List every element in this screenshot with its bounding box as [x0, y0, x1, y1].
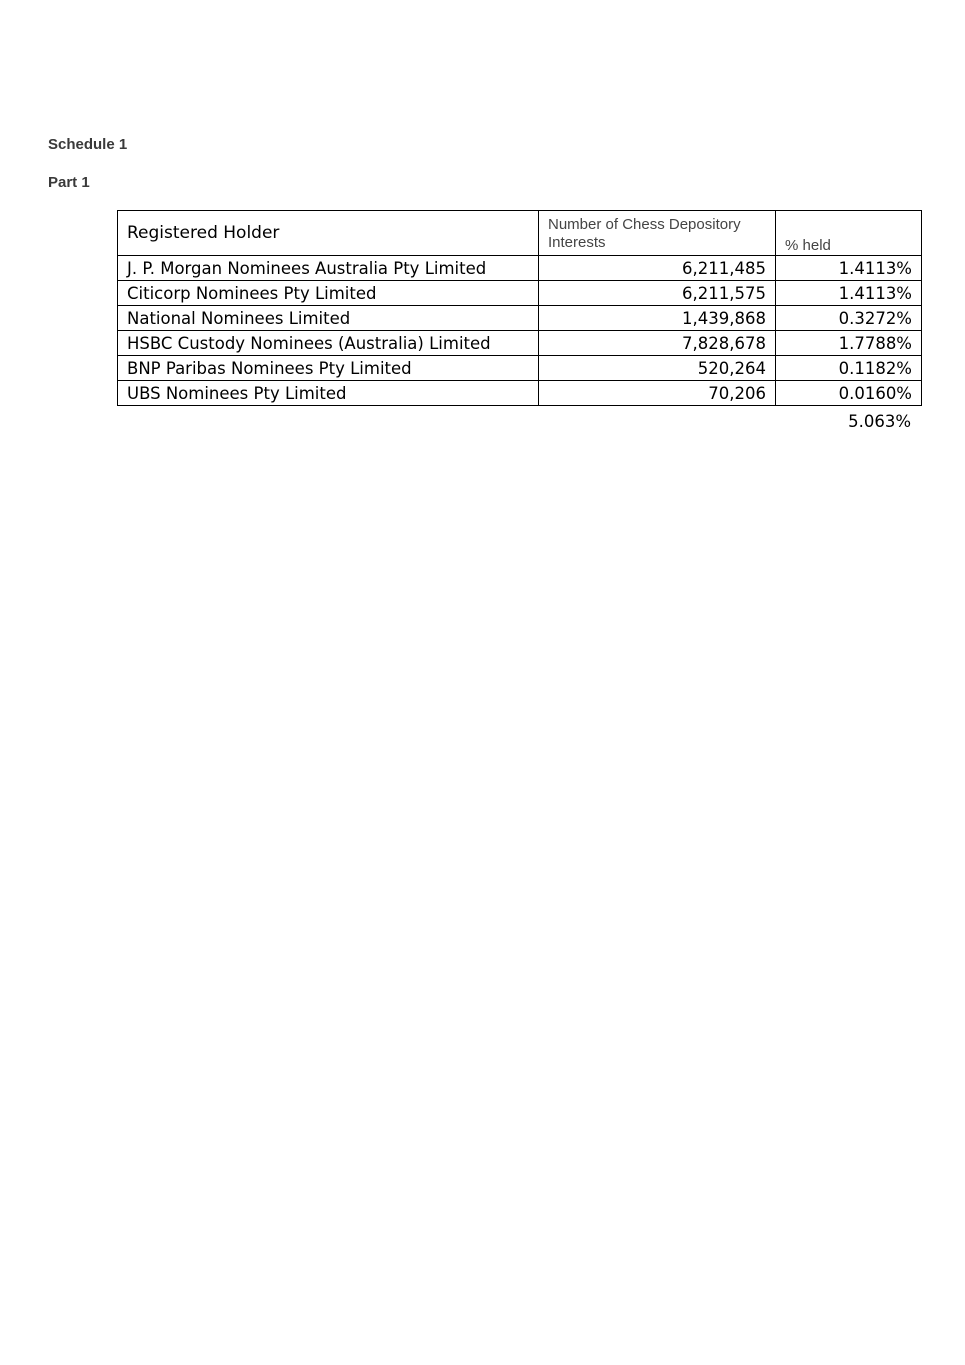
table-row [118, 331, 922, 356]
header-number-of-cdis: Number of Chess Depository Interests [539, 211, 776, 256]
table-row [118, 381, 922, 406]
header-registered-holder: Registered Holder [118, 211, 539, 256]
percent-cell: 1.4113% [776, 256, 922, 281]
total-percent: 5.063% [848, 412, 911, 431]
percent-cell: 1.7788% [776, 331, 922, 356]
table-row [118, 306, 922, 331]
holders-table [117, 210, 922, 406]
holder-cell: Citicorp Nominees Pty Limited [118, 281, 539, 306]
percent-cell: 0.0160% [776, 381, 922, 406]
holder-cell: National Nominees Limited [118, 306, 539, 331]
part-title: Part 1 [48, 174, 90, 191]
table-row [118, 256, 922, 281]
table-row [118, 356, 922, 381]
number-cell: 6,211,575 [539, 281, 776, 306]
percent-cell: 0.3272% [776, 306, 922, 331]
table-header-row [118, 211, 922, 256]
holder-cell: J. P. Morgan Nominees Australia Pty Limited [118, 256, 539, 281]
table-row [118, 281, 922, 306]
percent-cell: 1.4113% [776, 281, 922, 306]
percent-cell: 0.1182% [776, 356, 922, 381]
holder-cell: BNP Paribas Nominees Pty Limited [118, 356, 539, 381]
number-cell: 6,211,485 [539, 256, 776, 281]
holder-cell: HSBC Custody Nominees (Australia) Limited [118, 331, 539, 356]
number-cell: 7,828,678 [539, 331, 776, 356]
number-cell: 520,264 [539, 356, 776, 381]
holder-cell: UBS Nominees Pty Limited [118, 381, 539, 406]
schedule-title: Schedule 1 [48, 136, 128, 153]
number-cell: 70,206 [539, 381, 776, 406]
header-percent-held: % held [776, 211, 922, 256]
number-cell: 1,439,868 [539, 306, 776, 331]
